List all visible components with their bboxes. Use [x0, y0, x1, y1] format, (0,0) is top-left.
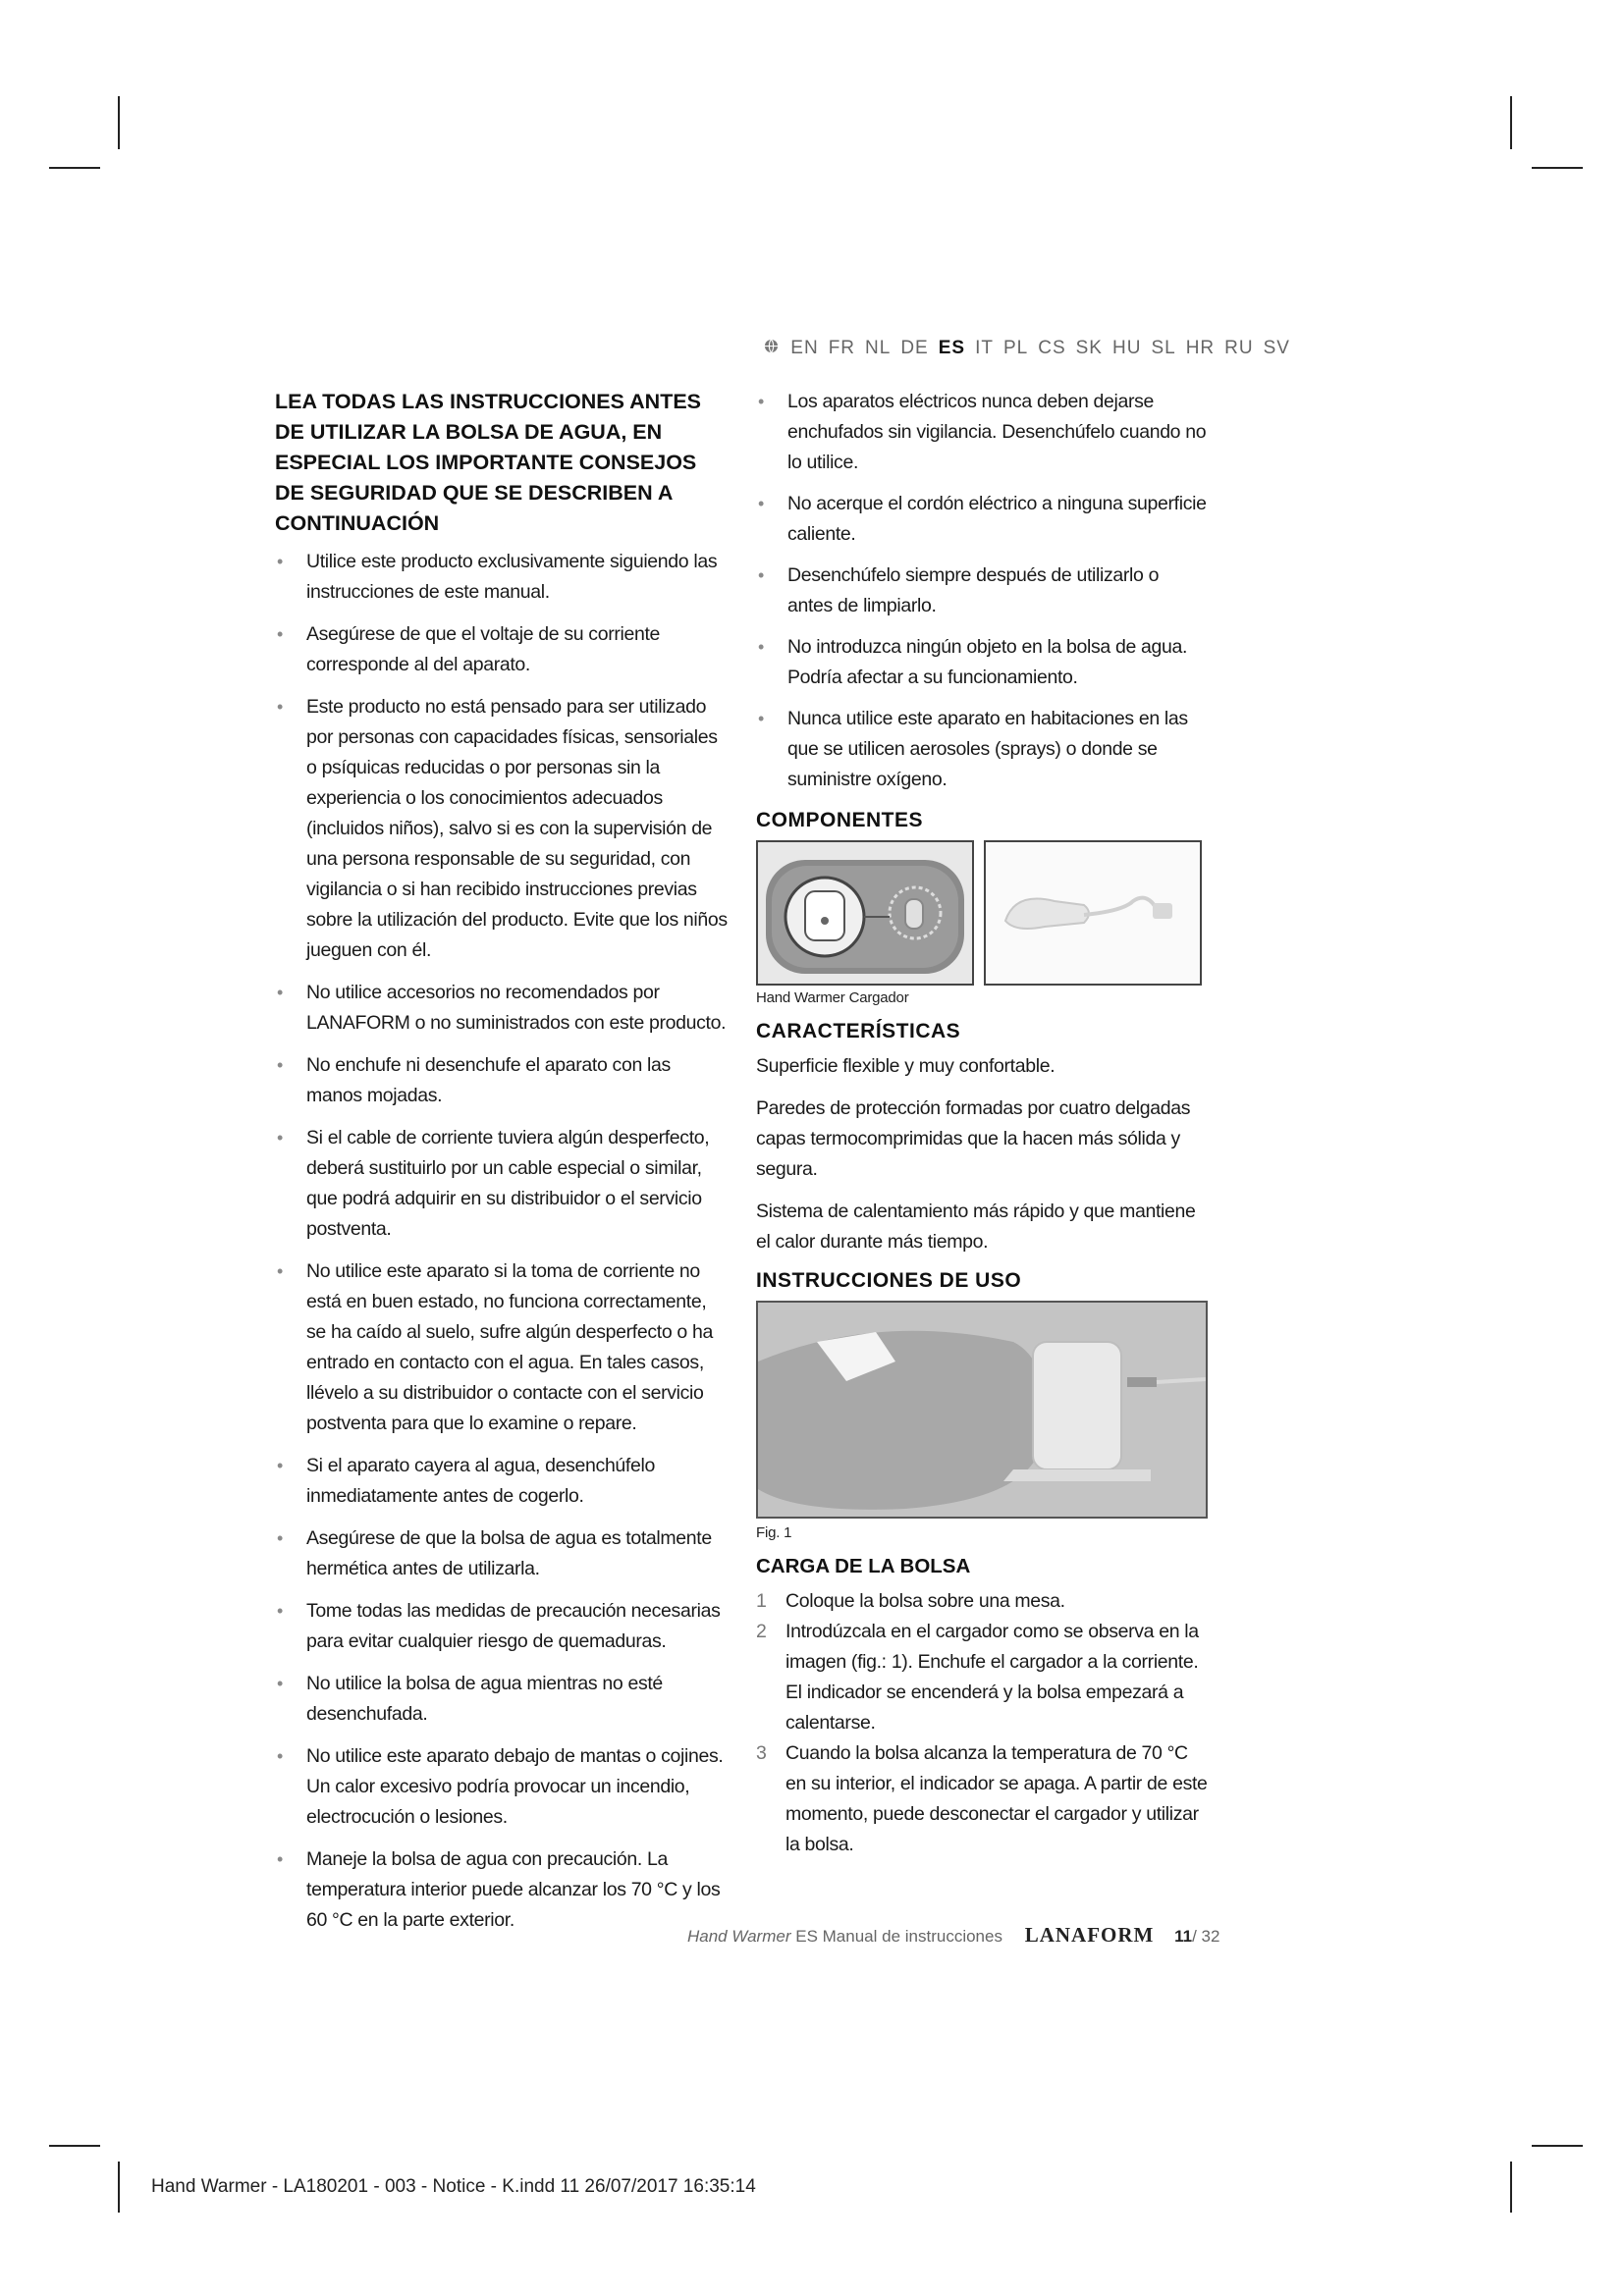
list-item: • Asegúrese de que el voltaje de su corriente corresponde al del aparato.	[275, 619, 729, 680]
charging-figure-image	[756, 1301, 1208, 1519]
list-item	[756, 1738, 1208, 1860]
hand-warmer-image	[756, 840, 974, 986]
charger-image	[984, 840, 1202, 986]
crop-mark	[49, 2145, 100, 2147]
components-caption: Hand Warmer Cargador	[756, 989, 909, 1006]
crop-mark	[1510, 2162, 1512, 2213]
crop-mark	[118, 2162, 120, 2213]
charging-steps	[756, 1586, 1208, 1860]
step-number: 2	[756, 1621, 767, 1642]
crop-mark	[118, 96, 120, 149]
footer-manual: ES Manual de instrucciones	[795, 1927, 1002, 1946]
step-number: 1	[756, 1590, 767, 1612]
page-total: / 32	[1192, 1927, 1220, 1946]
language-ru[interactable]: RU	[1224, 338, 1254, 359]
safety-list-continued	[756, 387, 1208, 795]
crop-mark	[49, 167, 100, 169]
step-text: Coloque la bolsa sobre una mesa.	[785, 1590, 1065, 1612]
safety-heading: LEA TODAS LAS INSTRUCCIONES ANTES DE UTILIZAR LA BOLSA DE AGUA, EN ESPECIAL LOS IMPORTANTE CONSEJOS DE SEGURIDAD QUE SE DESCRIBEN A CONTINUACIÓN	[275, 390, 702, 535]
footer-product: Hand Warmer	[687, 1927, 791, 1946]
step-text: Cuando la bolsa alcanza la temperatura de 70 °C en su interior, el indicador se apaga. A partir de este momento, puede desconectar el cargador y utilizar la bolsa.	[785, 1742, 1208, 1855]
list-item: • Tome todas las medidas de precaución necesarias para evitar cualquier riesgo de quemaduras.	[275, 1596, 729, 1657]
language-sv[interactable]: SV	[1263, 338, 1290, 359]
print-slug-line: Hand Warmer - LA180201 - 003 - Notice - K.indd 11 26/07/2017 16:35:14	[151, 2176, 756, 2197]
language-pl[interactable]: PL	[1002, 338, 1029, 359]
language-list	[790, 338, 1300, 358]
brand-logo: LANAFORM	[1024, 1923, 1155, 1947]
list-item: • Desenchúfelo siempre después de utilizarlo o antes de limpiarlo.	[756, 561, 1208, 621]
list-item: • Asegúrese de que la bolsa de agua es totalmente hermética antes de utilizarla.	[275, 1523, 729, 1584]
language-it[interactable]: IT	[975, 338, 994, 359]
left-column	[275, 387, 729, 1948]
right-column	[756, 387, 1208, 1860]
step-number: 3	[756, 1742, 767, 1764]
list-item: • No enchufe ni desenchufe el aparato con las manos mojadas.	[275, 1050, 729, 1111]
crop-mark	[1510, 96, 1512, 149]
language-cs[interactable]: CS	[1038, 338, 1066, 359]
list-item: • No introduzca ningún objeto en la bolsa de agua. Podría afectar a su funcionamiento.	[756, 632, 1208, 693]
language-de[interactable]: DE	[900, 338, 929, 359]
list-item: • Si el cable de corriente tuviera algún desperfecto, deberá sustituirlo por un cable especial o similar, que podrá adquirir en su distribuidor o el servicio postventa.	[275, 1123, 729, 1245]
safety-list	[275, 547, 729, 1936]
list-item: • No utilice la bolsa de agua mientras no esté desenchufada.	[275, 1669, 729, 1730]
language-bar	[764, 338, 1290, 359]
language-en[interactable]: EN	[790, 338, 819, 359]
list-item: • No utilice este aparato debajo de mantas o cojines. Un calor excesivo podría provocar un incendio, electrocución o lesiones.	[275, 1741, 729, 1833]
list-item: • Utilice este producto exclusivamente siguiendo las instrucciones de este manual.	[275, 547, 729, 608]
page-footer	[687, 1923, 1220, 1948]
figure-caption: Fig. 1	[756, 1524, 792, 1541]
list-item: • Maneje la bolsa de agua con precaución. La temperatura interior puede alcanzar los 70 °C y los 60 °C en la parte exterior.	[275, 1844, 729, 1936]
features-paragraph: Superficie flexible y muy confortable.	[756, 1055, 1056, 1077]
list-item: • Este producto no está pensado para ser utilizado por personas con capacidades físicas, sensoriales o psíquicas reducidas o por personas sin la experiencia o los conocimientos adecuados (incluidos niños), salvo si es con la supervisión de una persona responsable de su seguridad, con vigilancia o si han recibido instrucciones previas sobre la utilización del producto. Evite que los niños jueguen con él.	[275, 692, 729, 966]
features-paragraph: Sistema de calentamiento más rápido y que mantiene el calor durante más tiempo.	[756, 1201, 1196, 1253]
usage-title: INSTRUCCIONES DE USO	[756, 1269, 1022, 1292]
page-number: 11	[1174, 1927, 1193, 1946]
list-item: • Nunca utilice este aparato en habitaciones en las que se utilicen aerosoles (sprays) o donde se suministre oxígeno.	[756, 704, 1208, 795]
list-item: • Los aparatos eléctricos nunca deben dejarse enchufados sin vigilancia. Desenchúfelo cuando no lo utilice.	[756, 387, 1208, 478]
list-item: • No utilice este aparato si la toma de corriente no está en buen estado, no funciona correctamente, se ha caído al suelo, sufre algún desperfecto o ha entrado en contacto con el agua. En tales casos, llévelo a su distribuidor o contacte con el servicio postventa para que lo examine o repare.	[275, 1256, 729, 1439]
crop-mark	[1532, 2145, 1583, 2147]
language-sl[interactable]: SL	[1151, 338, 1176, 359]
features-title: CARACTERÍSTICAS	[756, 1020, 961, 1042]
language-sk[interactable]: SK	[1075, 338, 1103, 359]
features-paragraph: Paredes de protección formadas por cuatro delgadas capas termocomprimidas que la hacen más sólida y segura.	[756, 1097, 1191, 1180]
list-item: • Si el aparato cayera al agua, desenchúfelo inmediatamente antes de cogerlo.	[275, 1451, 729, 1512]
crop-mark	[1532, 167, 1583, 169]
list-item: • No acerque el cordón eléctrico a ninguna superficie caliente.	[756, 489, 1208, 550]
list-item	[756, 1586, 1208, 1617]
language-fr[interactable]: FR	[828, 338, 856, 359]
components-figures	[756, 840, 1208, 986]
step-text: Introdúzcala en el cargador como se observa en la imagen (fig.: 1). Enchufe el cargador a la corriente. El indicador se encenderá y la bolsa empezará a calentarse.	[785, 1621, 1199, 1734]
language-hr[interactable]: HR	[1185, 338, 1216, 359]
list-item	[756, 1617, 1208, 1738]
language-nl[interactable]: NL	[865, 338, 892, 359]
list-item: • No utilice accesorios no recomendados por LANAFORM o no suministrados con este producto.	[275, 978, 729, 1039]
charging-subtitle: CARGA DE LA BOLSA	[756, 1555, 971, 1577]
language-es[interactable]: ES	[938, 338, 966, 359]
language-hu[interactable]: HU	[1111, 338, 1142, 359]
components-title: COMPONENTES	[756, 809, 924, 831]
globe-icon	[764, 338, 779, 359]
